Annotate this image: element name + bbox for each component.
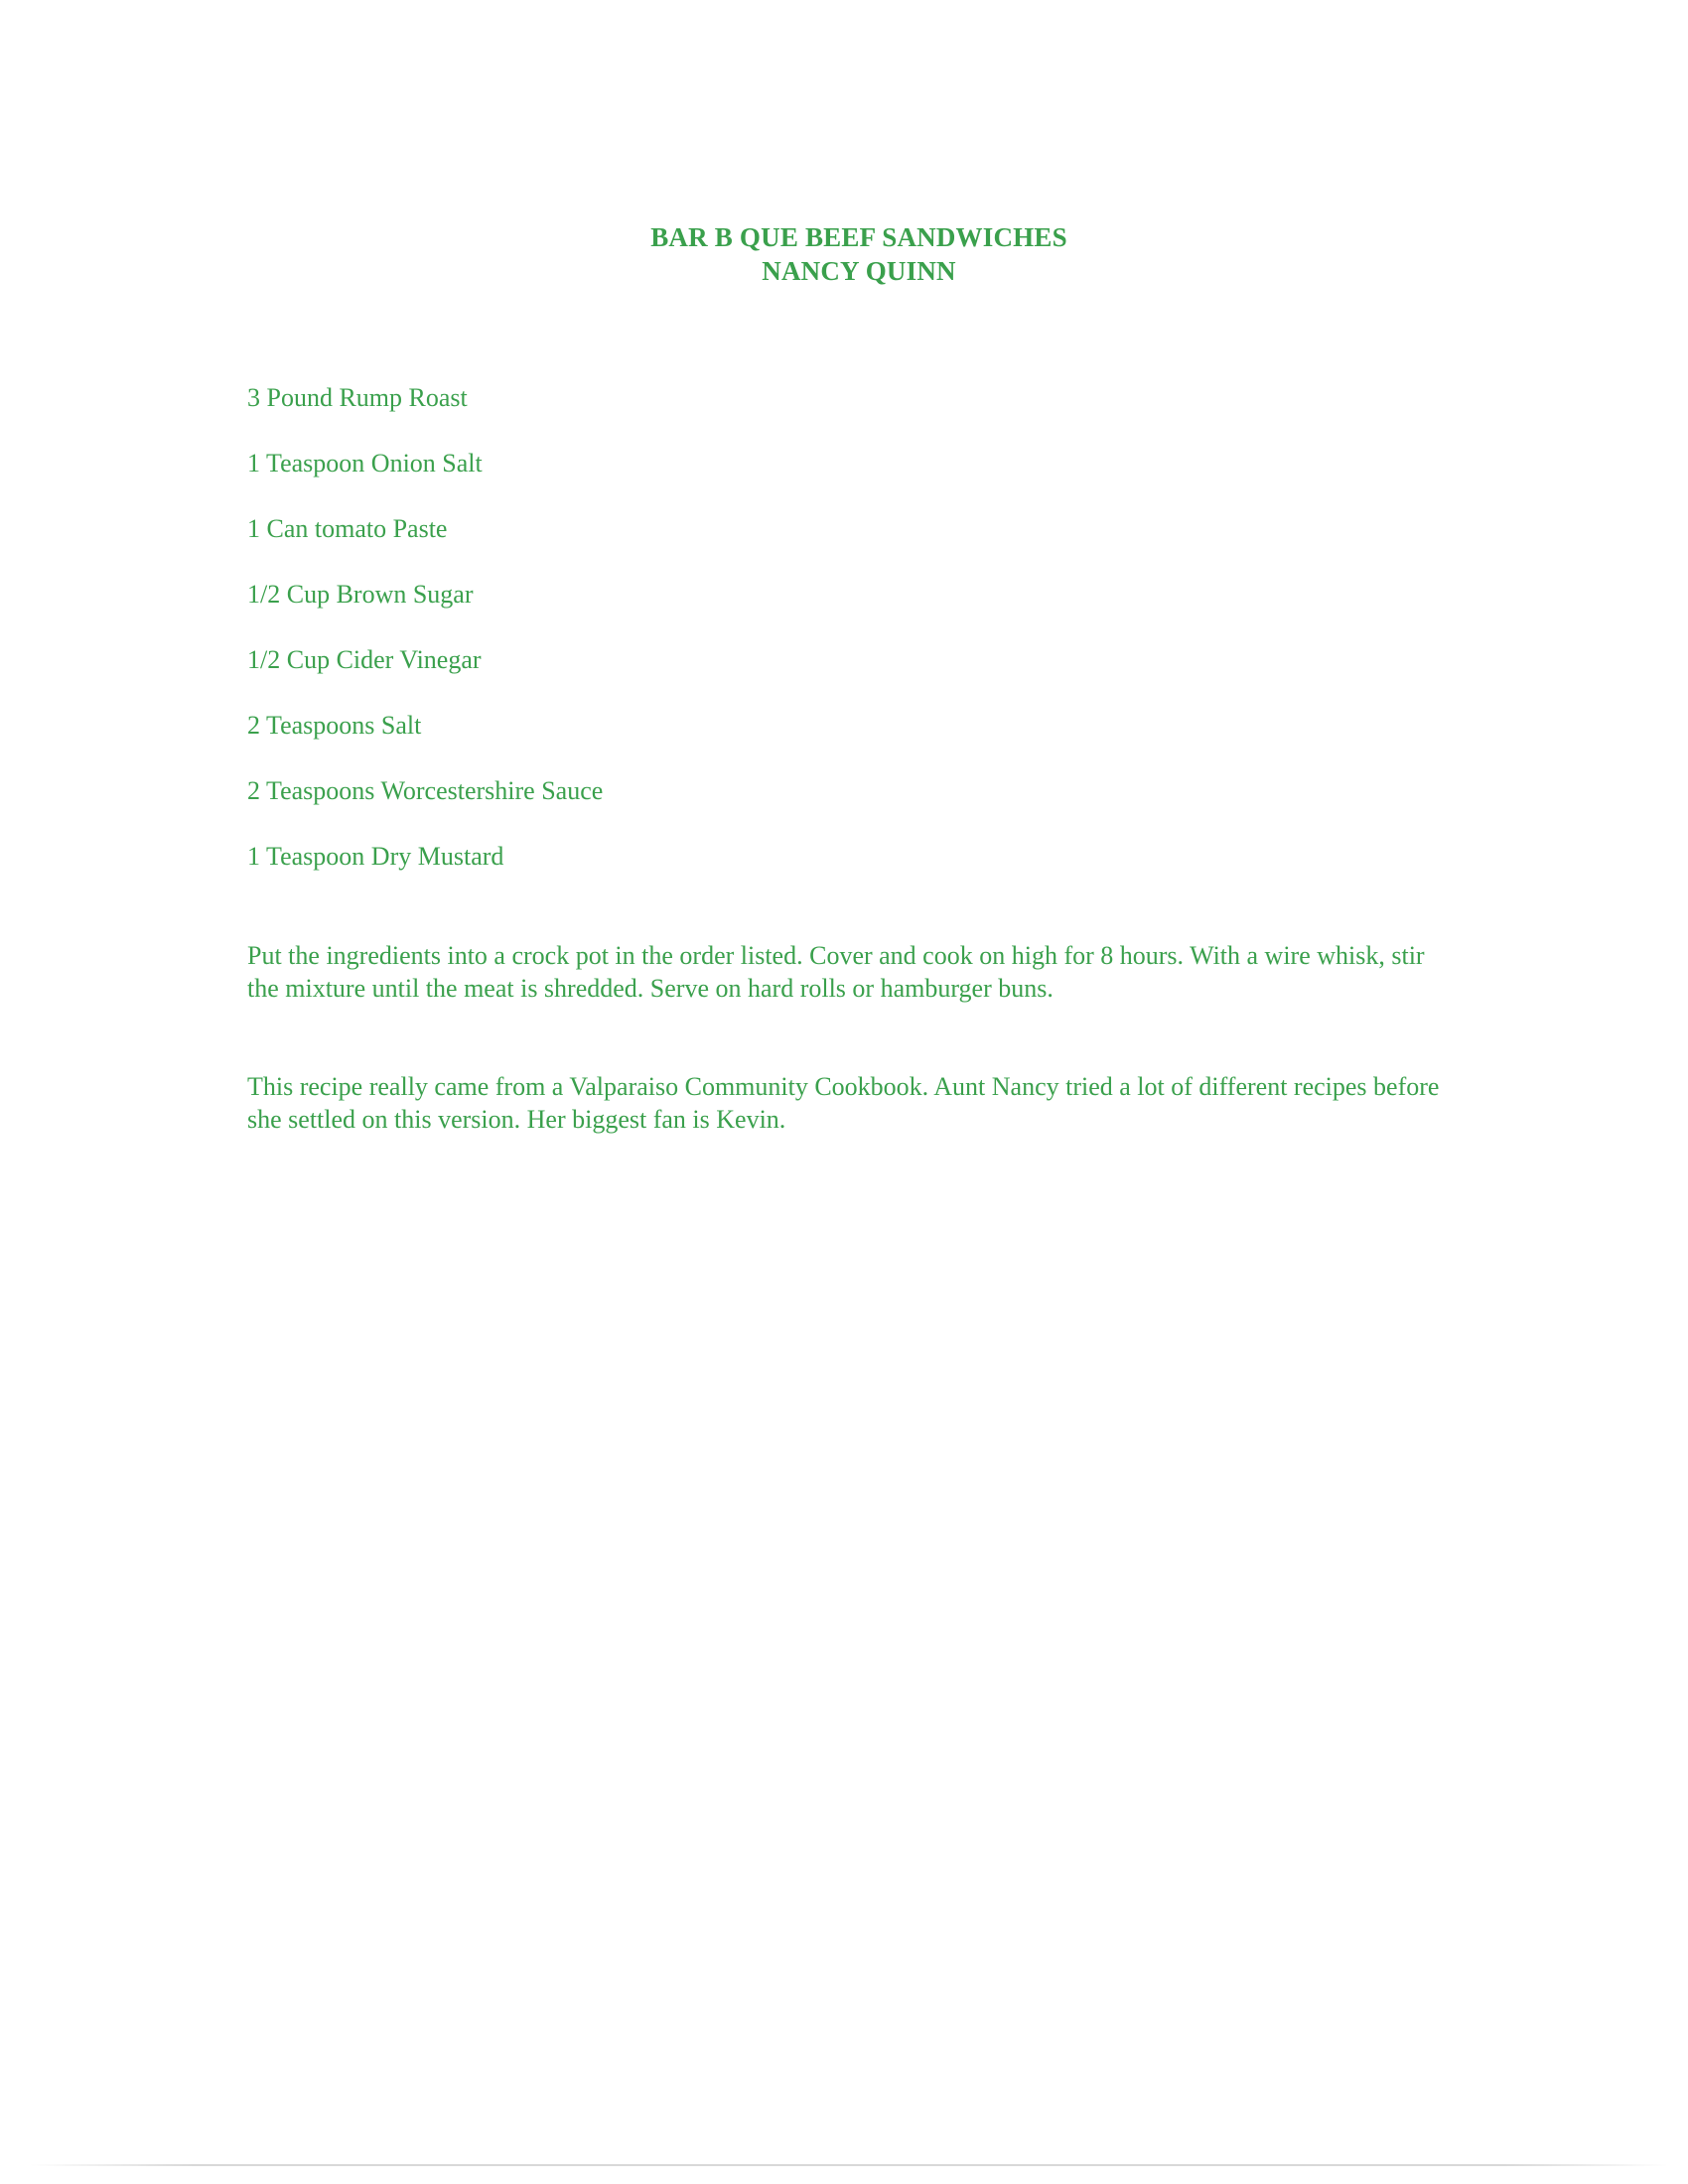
ingredient-list: [247, 381, 1141, 905]
directions-paragraph: Put the ingredients into a crock pot in the order listed. Cover and cook on high for 8 hours. With a wire whisk, stir the mixture until the meat is shredded. Serve on hard rolls or hamburger buns.: [247, 941, 1425, 1003]
ingredient-item: 1 Can tomato Paste: [247, 514, 448, 543]
ingredient-item: 3 Pound Rump Roast: [247, 383, 468, 412]
scan-edge-line: [30, 2164, 1668, 2166]
ingredient-item: 1 Teaspoon Onion Salt: [247, 449, 483, 478]
ingredient-item: 1 Teaspoon Dry Mustard: [247, 842, 504, 871]
title-block: [0, 220, 1688, 288]
recipe-title: BAR B QUE BEEF SANDWICHES: [650, 222, 1067, 252]
recipe-author: NANCY QUINN: [762, 256, 956, 286]
ingredient-item: 2 Teaspoons Salt: [247, 711, 422, 740]
ingredient-item: 1/2 Cup Cider Vinegar: [247, 645, 482, 674]
note-paragraph: This recipe really came from a Valparaiso Community Cookbook. Aunt Nancy tried a lot of different recipes before she settled on this version. Her biggest fan is Kevin.: [247, 1072, 1440, 1134]
ingredient-item: 2 Teaspoons Worcestershire Sauce: [247, 776, 604, 805]
ingredient-item: 1/2 Cup Brown Sugar: [247, 580, 474, 609]
